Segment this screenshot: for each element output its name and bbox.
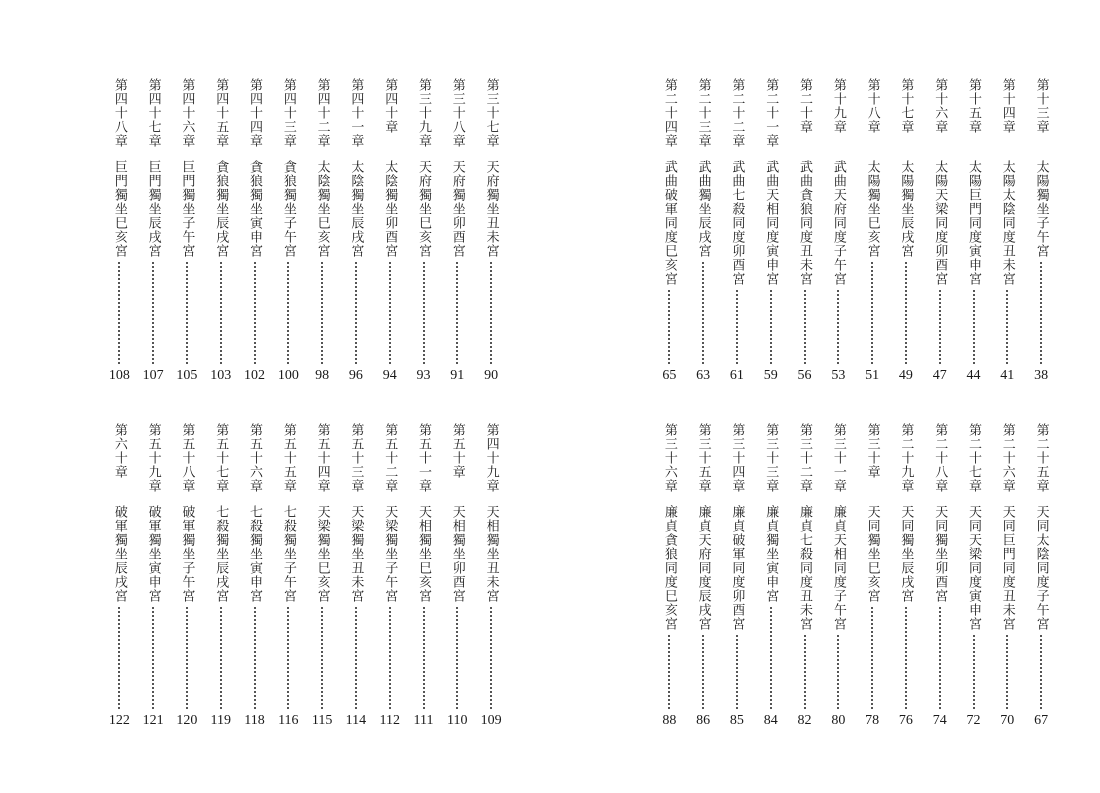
dot-leader: [973, 635, 975, 709]
chapter-number: 第三十三章: [763, 423, 779, 493]
chapter-number: 第二十一章: [763, 78, 779, 148]
dot-leader: [668, 290, 670, 364]
toc-entry: [407, 78, 441, 388]
toc-entries: [550, 423, 1100, 763]
toc-entry: [305, 423, 339, 733]
chapter-number: 第二十九章: [898, 423, 914, 493]
page-number: 70: [1000, 713, 1015, 728]
dot-leader: [423, 607, 425, 709]
chapter-number: 第五十章: [449, 423, 465, 479]
chapter-number: 第四十九章: [483, 423, 499, 493]
dot-leader: [668, 635, 670, 709]
page-number: 116: [278, 713, 299, 728]
chapter-title: 天梁獨坐巳亥宮: [314, 505, 330, 603]
dot-leader: [287, 262, 289, 364]
toc-block-bottom: [550, 423, 1100, 763]
page-number: 90: [484, 368, 499, 383]
dot-leader: [456, 607, 458, 709]
chapter-number: 第四十五章: [213, 78, 229, 148]
page-number: 122: [108, 713, 130, 728]
chapter-number: 第二十七章: [966, 423, 981, 493]
toc-entry: [204, 423, 238, 733]
chapter-title: 廉貞天相同度子午宮: [830, 505, 846, 631]
toc-entry: [474, 78, 508, 388]
chapter-number: 第二十二章: [729, 78, 745, 148]
chapter-title: 太陽天梁同度卯酉宮: [932, 160, 948, 286]
dot-leader: [871, 607, 873, 709]
toc-entry: [923, 78, 957, 388]
chapter-title: 天同巨門同度丑未宮: [999, 505, 1015, 631]
chapter-title: 武曲天府同度子午宮: [830, 160, 846, 286]
chapter-title: 太陽巨門同度寅申宮: [966, 160, 981, 286]
chapter-title: 巨門獨坐子午宮: [179, 160, 195, 258]
page-number: 47: [932, 368, 947, 383]
chapter-title: 武曲獨坐辰戌宮: [695, 160, 711, 258]
toc-entry: [136, 78, 170, 388]
page-number: 61: [729, 368, 744, 383]
chapter-number: 第三十章: [864, 423, 880, 479]
dot-leader: [287, 607, 289, 709]
chapter-number: 第四十八章: [111, 78, 127, 148]
chapter-title: 破軍獨坐辰戌宮: [111, 505, 127, 603]
chapter-title: 太陰獨坐辰戌宮: [348, 160, 364, 258]
toc-entry: [170, 423, 204, 733]
chapter-title: 天梁獨坐子午宮: [382, 505, 398, 603]
page-number: 41: [1000, 368, 1015, 383]
dot-leader: [220, 607, 222, 709]
page-number: 107: [142, 368, 164, 383]
chapter-number: 第三十二章: [797, 423, 813, 493]
page-number: 76: [898, 713, 913, 728]
page-number: 100: [277, 368, 299, 383]
toc-entry: [440, 423, 474, 733]
dot-leader: [939, 607, 941, 709]
toc-entry: [373, 78, 407, 388]
chapter-number: 第三十六章: [661, 423, 677, 493]
chapter-number: 第四十七章: [145, 78, 161, 148]
chapter-number: 第三十七章: [483, 78, 499, 148]
chapter-title: 天同獨坐巳亥宮: [864, 505, 880, 603]
chapter-number: 第十六章: [932, 78, 948, 134]
chapter-number: 第五十五章: [280, 423, 296, 493]
toc-entry: [686, 78, 720, 388]
page-number: 121: [142, 713, 164, 728]
chapter-number: 第二十八章: [932, 423, 948, 493]
dot-leader: [254, 262, 256, 364]
chapter-number: 第四十三章: [280, 78, 296, 148]
page-number: 80: [831, 713, 846, 728]
chapter-title: 七殺獨坐子午宮: [280, 505, 296, 603]
chapter-number: 第十四章: [999, 78, 1015, 134]
dot-leader: [490, 262, 492, 364]
toc-entry: [754, 78, 788, 388]
page-number: 91: [450, 368, 465, 383]
dot-leader: [871, 262, 873, 364]
chapter-title: 太陽獨坐巳亥宮: [864, 160, 880, 258]
dot-leader: [804, 635, 806, 709]
chapter-number: 第四十六章: [179, 78, 195, 148]
chapter-number: 第五十八章: [179, 423, 195, 493]
toc-entry: [136, 423, 170, 733]
toc-entry: [720, 423, 754, 733]
page-number: 88: [662, 713, 677, 728]
dot-leader: [736, 290, 738, 364]
chapter-title: 天相獨坐巳亥宮: [416, 505, 431, 603]
chapter-number: 第三十九章: [416, 78, 431, 148]
dot-leader: [118, 607, 120, 709]
chapter-number: 第二十五章: [1033, 423, 1049, 493]
toc-entry: [271, 78, 305, 388]
page-number: 85: [729, 713, 744, 728]
chapter-title: 天府獨坐巳亥宮: [416, 160, 431, 258]
dot-leader: [389, 607, 391, 709]
toc-entry: [990, 78, 1024, 388]
toc-entry: [1024, 423, 1058, 733]
toc-block-top: [0, 78, 550, 418]
chapter-title: 廉貞七殺同度丑未宮: [797, 505, 813, 631]
chapter-number: 第二十章: [797, 78, 813, 134]
dot-leader: [1006, 635, 1008, 709]
chapter-number: 第四十一章: [348, 78, 364, 148]
page-number: 96: [348, 368, 363, 383]
chapter-title: 破軍獨坐子午宮: [179, 505, 195, 603]
toc-entry: [754, 423, 788, 733]
toc-entry: [923, 423, 957, 733]
dot-leader: [939, 290, 941, 364]
chapter-title: 天府獨坐丑未宮: [483, 160, 499, 258]
page-number: 93: [416, 368, 431, 383]
chapter-number: 第五十四章: [314, 423, 330, 493]
toc-entry: [821, 78, 855, 388]
chapter-title: 巨門獨坐巳亥宮: [111, 160, 127, 258]
dot-leader: [736, 635, 738, 709]
toc-entry: [373, 423, 407, 733]
toc-entry: [686, 423, 720, 733]
toc-entry: [855, 78, 889, 388]
toc-block-bottom: [0, 423, 550, 763]
chapter-title: 太陽太陰同度丑未宮: [999, 160, 1015, 286]
dot-leader: [152, 262, 154, 364]
chapter-title: 天同天梁同度寅申宮: [966, 505, 981, 631]
toc-entries: [0, 423, 550, 763]
dot-leader: [702, 635, 704, 709]
dot-leader: [1006, 290, 1008, 364]
chapter-number: 第五十三章: [348, 423, 364, 493]
dot-leader: [389, 262, 391, 364]
chapter-number: 第十三章: [1033, 78, 1049, 134]
page-number: 86: [696, 713, 711, 728]
page-number: 49: [898, 368, 913, 383]
chapter-title: 七殺獨坐辰戌宮: [213, 505, 229, 603]
toc-entry: [238, 78, 272, 388]
page-number: 51: [865, 368, 880, 383]
page-number: 114: [345, 713, 367, 728]
dot-leader: [1040, 262, 1042, 364]
chapter-title: 廉貞獨坐寅申宮: [763, 505, 779, 603]
chapter-title: 太陽獨坐子午宮: [1033, 160, 1049, 258]
chapter-number: 第十七章: [898, 78, 914, 134]
chapter-number: 第三十八章: [449, 78, 465, 148]
chapter-title: 天同獨坐辰戌宮: [898, 505, 914, 603]
page-number: 82: [797, 713, 812, 728]
page-number: 63: [696, 368, 711, 383]
toc-entry: [474, 423, 508, 733]
chapter-number: 第十八章: [864, 78, 880, 134]
chapter-title: 天相獨坐卯酉宮: [449, 505, 465, 603]
toc-entry: [271, 423, 305, 733]
dot-leader: [905, 262, 907, 364]
toc-entry: [339, 423, 373, 733]
chapter-title: 貪狼獨坐寅申宮: [247, 160, 263, 258]
dot-leader: [355, 262, 357, 364]
toc-block-top: [550, 78, 1100, 418]
dot-leader: [186, 607, 188, 709]
page-number: 38: [1034, 368, 1049, 383]
toc-entry: [889, 423, 923, 733]
dot-leader: [456, 262, 458, 364]
page-number: 119: [210, 713, 231, 728]
toc-entry: [957, 78, 991, 388]
dot-leader: [423, 262, 425, 364]
dot-leader: [118, 262, 120, 364]
right-page: [550, 0, 1100, 793]
dot-leader: [837, 635, 839, 709]
page-number: 74: [932, 713, 947, 728]
page-number: 109: [480, 713, 502, 728]
page-number: 102: [244, 368, 266, 383]
toc-entry: [238, 423, 272, 733]
chapter-title: 武曲貪狼同度丑未宮: [797, 160, 813, 286]
page-number: 84: [763, 713, 778, 728]
chapter-title: 破軍獨坐寅申宮: [145, 505, 161, 603]
toc-entry: [821, 423, 855, 733]
chapter-title: 巨門獨坐辰戌宮: [145, 160, 161, 258]
chapter-title: 太陽獨坐辰戌宮: [898, 160, 914, 258]
dot-leader: [355, 607, 357, 709]
chapter-title: 七殺獨坐寅申宮: [247, 505, 263, 603]
chapter-number: 第十九章: [830, 78, 846, 134]
dot-leader: [1040, 635, 1042, 709]
toc-entry: [788, 423, 822, 733]
page-number: 53: [831, 368, 846, 383]
chapter-number: 第五十二章: [382, 423, 398, 493]
dot-leader: [490, 607, 492, 709]
page-number: 112: [379, 713, 400, 728]
dot-leader: [321, 607, 323, 709]
page-number: 67: [1034, 713, 1049, 728]
chapter-number: 第四十章: [382, 78, 398, 134]
chapter-number: 第三十一章: [830, 423, 846, 493]
page-number: 94: [382, 368, 397, 383]
chapter-title: 廉貞破軍同度卯酉宮: [729, 505, 745, 631]
page-number: 118: [244, 713, 265, 728]
toc-entry: [1024, 78, 1058, 388]
page-number: 105: [176, 368, 198, 383]
page-number: 65: [662, 368, 677, 383]
chapter-title: 天同太陰同度子午宮: [1033, 505, 1049, 631]
chapter-number: 第五十九章: [145, 423, 161, 493]
page-number: 78: [865, 713, 880, 728]
toc-entry: [855, 423, 889, 733]
page-number: 103: [210, 368, 232, 383]
toc-entry: [652, 78, 686, 388]
toc-entry: [305, 78, 339, 388]
chapter-number: 第五十一章: [416, 423, 431, 493]
chapter-number: 第四十二章: [314, 78, 330, 148]
page-number: 110: [447, 713, 468, 728]
toc-entry: [788, 78, 822, 388]
chapter-title: 天梁獨坐丑未宮: [348, 505, 364, 603]
toc-entry: [652, 423, 686, 733]
chapter-title: 武曲七殺同度卯酉宮: [729, 160, 745, 286]
toc-entry: [889, 78, 923, 388]
page-number: 115: [311, 713, 333, 728]
dot-leader: [770, 607, 772, 709]
chapter-number: 第二十四章: [661, 78, 677, 148]
chapter-title: 廉貞天府同度辰戌宮: [695, 505, 711, 631]
toc-entry: [720, 78, 754, 388]
chapter-title: 天府獨坐卯酉宮: [449, 160, 465, 258]
chapter-number: 第十五章: [966, 78, 981, 134]
dot-leader: [186, 262, 188, 364]
toc-entry: [102, 78, 136, 388]
dot-leader: [837, 290, 839, 364]
dot-leader: [152, 607, 154, 709]
toc-entry: [440, 78, 474, 388]
chapter-title: 武曲破軍同度巳亥宮: [661, 160, 677, 286]
chapter-number: 第五十七章: [213, 423, 229, 493]
toc-entry: [170, 78, 204, 388]
page-number: 59: [763, 368, 778, 383]
dot-leader: [973, 290, 975, 364]
toc-entry: [339, 78, 373, 388]
chapter-number: 第三十五章: [695, 423, 711, 493]
chapter-number: 第二十六章: [999, 423, 1015, 493]
toc-entry: [990, 423, 1024, 733]
chapter-number: 第二十三章: [695, 78, 711, 148]
dot-leader: [321, 262, 323, 364]
toc-entry: [102, 423, 136, 733]
chapter-title: 太陰獨坐巳亥宮: [314, 160, 330, 258]
chapter-title: 天相獨坐丑未宮: [483, 505, 499, 603]
chapter-number: 第四十四章: [247, 78, 263, 148]
page-number: 72: [966, 713, 981, 728]
toc-entry: [407, 423, 441, 733]
page-number: 98: [315, 368, 330, 383]
chapter-title: 天同獨坐卯酉宮: [932, 505, 948, 603]
page-number: 111: [413, 713, 434, 728]
chapter-number: 第五十六章: [247, 423, 263, 493]
dot-leader: [905, 607, 907, 709]
toc-entries: [550, 78, 1100, 418]
dot-leader: [702, 262, 704, 364]
toc-entry: [204, 78, 238, 388]
dot-leader: [804, 290, 806, 364]
chapter-title: 貪狼獨坐辰戌宮: [213, 160, 229, 258]
page-number: 120: [176, 713, 198, 728]
chapter-title: 廉貞貪狼同度巳亥宮: [661, 505, 677, 631]
dot-leader: [770, 290, 772, 364]
chapter-title: 太陰獨坐卯酉宮: [382, 160, 398, 258]
chapter-number: 第六十章: [111, 423, 127, 479]
toc-entry: [957, 423, 991, 733]
chapter-title: 貪狼獨坐子午宮: [280, 160, 296, 258]
toc-entries: [0, 78, 550, 418]
chapter-number: 第三十四章: [729, 423, 745, 493]
dot-leader: [254, 607, 256, 709]
page-number: 56: [797, 368, 812, 383]
chapter-title: 武曲天相同度寅申宮: [763, 160, 779, 286]
page-number: 44: [966, 368, 981, 383]
page-number: 108: [108, 368, 130, 383]
dot-leader: [220, 262, 222, 364]
